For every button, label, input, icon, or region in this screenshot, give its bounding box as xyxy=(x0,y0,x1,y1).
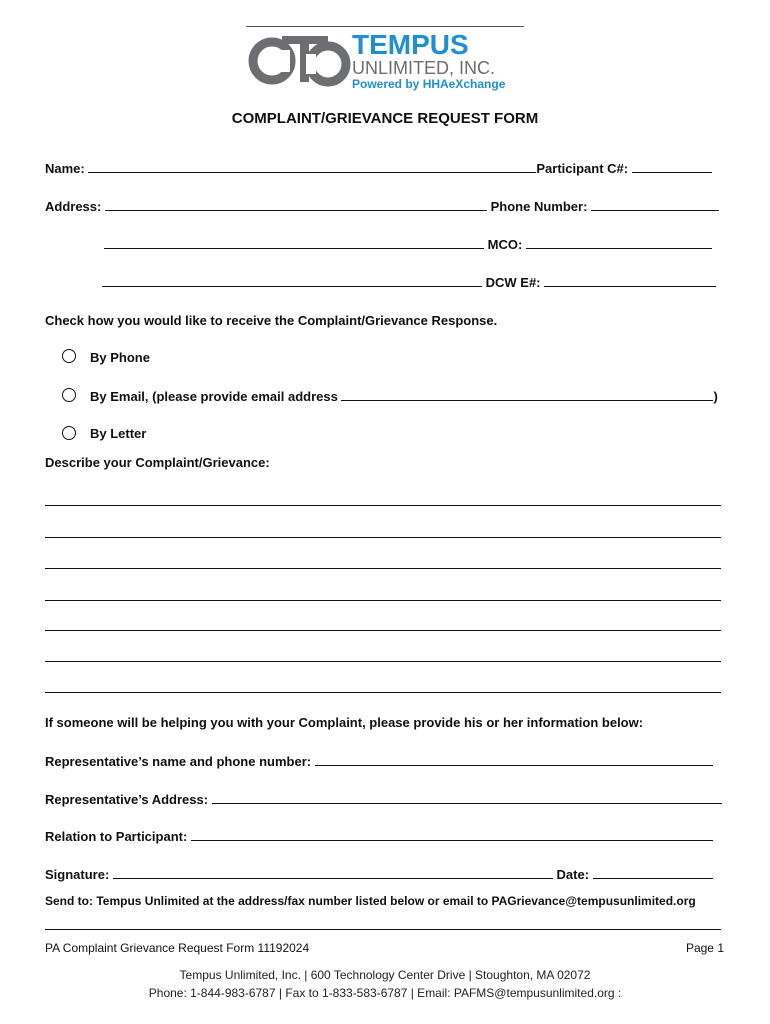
form-title: COMPLAINT/GRIEVANCE REQUEST FORM xyxy=(231,110,539,127)
company-logo xyxy=(248,30,528,92)
name-label: Name: xyxy=(45,161,85,176)
rep-address-label: Representative’s Address: xyxy=(45,792,209,807)
footer-contact: Phone: 1-844-983-6787 | Fax to 1-833-583-6787 | Email: PAFMS@tempusunlimited.org : xyxy=(148,986,622,1000)
description-line[interactable] xyxy=(45,505,721,506)
description-line[interactable] xyxy=(45,630,721,631)
send-to-instructions: Send to: Tempus Unlimited at the address/fax number listed below or email to PAGrievance@tempusunlimited.org xyxy=(45,894,696,908)
describe-label: Describe your Complaint/Grievance: xyxy=(45,455,270,470)
address-line-1[interactable] xyxy=(105,198,487,211)
phone-line[interactable] xyxy=(591,198,719,211)
address-label: Address: xyxy=(45,199,102,214)
logo-tagline: Powered by HHAeXchange xyxy=(352,77,506,91)
footer-divider xyxy=(45,929,721,930)
by-email-radio[interactable] xyxy=(62,388,76,402)
name-field[interactable] xyxy=(45,160,712,176)
rep-name-phone-line[interactable] xyxy=(315,753,713,766)
relation-field[interactable] xyxy=(45,828,713,844)
description-line[interactable] xyxy=(45,600,721,601)
participant-line[interactable] xyxy=(632,160,712,173)
email-close-paren: ) xyxy=(713,389,718,404)
page-number: Page 1 xyxy=(685,941,724,955)
relation-label: Relation to Participant: xyxy=(45,829,188,844)
relation-line[interactable] xyxy=(191,828,713,841)
rep-address-line[interactable] xyxy=(212,791,722,804)
dcw-field[interactable] xyxy=(102,274,716,290)
signature-label: Signature: xyxy=(45,867,110,882)
signature-line[interactable] xyxy=(113,866,553,879)
logo-top-rule xyxy=(246,26,524,27)
participant-label: Participant C#: xyxy=(536,161,629,176)
name-line[interactable] xyxy=(88,160,536,173)
by-letter-label: By Letter xyxy=(90,426,147,441)
description-line[interactable] xyxy=(45,661,721,662)
description-line[interactable] xyxy=(45,692,721,693)
dcw-line[interactable] xyxy=(544,274,716,287)
rep-address-field[interactable] xyxy=(45,791,722,807)
phone-label: Phone Number: xyxy=(490,199,588,214)
address-line-3[interactable] xyxy=(102,274,482,287)
mco-label: MCO: xyxy=(487,237,523,252)
by-phone-radio[interactable] xyxy=(62,349,76,363)
date-label: Date: xyxy=(556,867,590,882)
by-email-field[interactable] xyxy=(90,388,718,404)
description-line[interactable] xyxy=(45,568,721,569)
rep-name-phone-field[interactable] xyxy=(45,753,713,769)
by-letter-radio[interactable] xyxy=(62,426,76,440)
footer-address: Tempus Unlimited, Inc. | 600 Technology Center Drive | Stoughton, MA 02072 xyxy=(179,968,591,982)
representative-intro: If someone will be helping you with your Complaint, please provide his or her information below: xyxy=(45,715,644,730)
signature-field[interactable] xyxy=(45,866,713,882)
logo-line2: UNLIMITED, INC. xyxy=(352,58,496,78)
response-prompt: Check how you would like to receive the Complaint/Grievance Response. xyxy=(45,313,498,328)
mco-field[interactable] xyxy=(104,236,712,252)
address-line-2[interactable] xyxy=(104,236,484,249)
logo-company: TEMPUS xyxy=(352,30,469,60)
mco-line[interactable] xyxy=(526,236,712,249)
by-phone-label: By Phone xyxy=(90,350,150,365)
date-line[interactable] xyxy=(593,866,713,879)
by-email-label: By Email, (please provide email address xyxy=(90,389,338,404)
rep-name-phone-label: Representative’s name and phone number: xyxy=(45,754,312,769)
address-field[interactable] xyxy=(45,198,719,214)
tempus-logo-icon xyxy=(248,30,528,92)
description-line[interactable] xyxy=(45,537,721,538)
form-id: PA Complaint Grievance Request Form 11192024 xyxy=(45,941,310,955)
email-line[interactable] xyxy=(341,388,713,401)
dcw-label: DCW E#: xyxy=(485,275,541,290)
